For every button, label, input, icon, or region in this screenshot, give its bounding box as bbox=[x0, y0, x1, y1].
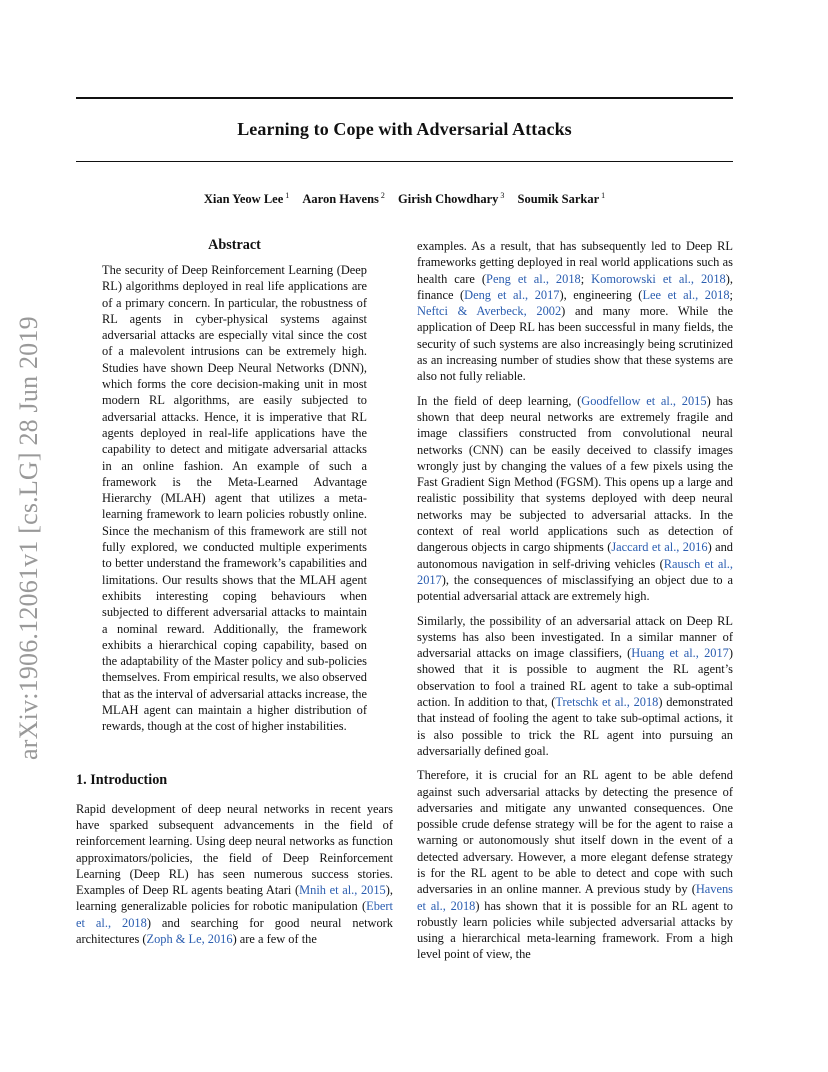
citation-link[interactable]: Goodfellow et al., 2015 bbox=[581, 393, 707, 408]
title-rule-top bbox=[76, 97, 733, 99]
citation-link[interactable]: Jaccard et al., 2016 bbox=[611, 540, 708, 555]
paragraph-text: Similarly, the possibility of an adversarial attack on Deep RL systems has also been investigated. In a similar manner of adversarial attacks on image classifiers, ( bbox=[417, 613, 733, 661]
author-name: Soumik Sarkar bbox=[517, 192, 600, 206]
abstract-heading: Abstract bbox=[208, 237, 261, 253]
author-name: Aaron Havens bbox=[302, 192, 379, 206]
intro-paragraph bbox=[417, 767, 733, 963]
paragraph-text: ), learning generalizable policies for robotic manipulation ( bbox=[76, 883, 393, 914]
paragraph-text: ) and many more. While the application of Deep RL has been successful in many fields, the security of such systems are also increasingly being scrutinized as an increasing number of studies show that these systems are also not fully reliable. bbox=[417, 304, 734, 384]
author-affiliation-mark: 3 bbox=[500, 191, 505, 200]
paragraph-text: Therefore, it is crucial for an RL agent to be able defend against such adversarial attacks by detecting the presence of adversaries and mitigate any unwanted consequences. One possible crude defense strategy will be for the agent to raise a warning or autonomously shut itself down in the event of a detected adversary. However, a more elegant defense strategy is for the RL agent to be able to detect and cope with such adversaries in an online manner. A previous study by ( bbox=[417, 768, 733, 897]
citation-link[interactable]: Huang et al., 2017 bbox=[631, 646, 729, 661]
paragraph-text: ) demonstrated that instead of fooling the agent to take sub-optimal actions, it is also possible to trick the RL agent into pursuing an adversarially defined goal. bbox=[417, 695, 733, 758]
citation-link[interactable]: Ebert et al., 2018 bbox=[76, 899, 393, 930]
citation-link[interactable]: Deng et al., 2017 bbox=[464, 287, 560, 302]
paragraph-text: ; bbox=[580, 271, 592, 286]
author-name: Girish Chowdhary bbox=[398, 192, 499, 206]
paragraph-text: examples. As a result, that has subsequently led to Deep RL frameworks getting deployed in real world applications such as health care ( bbox=[417, 239, 733, 286]
intro-paragraph bbox=[417, 238, 733, 385]
paragraph-text: ) and searching for good neural network architectures ( bbox=[76, 915, 393, 946]
author bbox=[398, 192, 504, 206]
citation-link[interactable]: Zoph & Le, 2016 bbox=[146, 931, 233, 946]
right-column bbox=[417, 238, 733, 971]
paragraph-text: ), the consequences of misclassifying an object due to a potential adversarial attack are extremely high. bbox=[417, 572, 733, 604]
arxiv-identifier: arXiv:1906.12061v1 [cs.LG] 28 Jun 2019 bbox=[14, 316, 43, 760]
citation-link[interactable]: Komorowski et al., 2018 bbox=[591, 271, 726, 286]
citation-link[interactable]: Peng et al., 2018 bbox=[486, 271, 581, 286]
author-affiliation-mark: 1 bbox=[285, 191, 290, 200]
paragraph-text: ) has shown that it is possible for an RL agent to robustly learn policies while subjected adversarial attacks by using a hierarchical meta-learning framework. From a high level point of view, the bbox=[417, 898, 733, 962]
paragraph-text: Rapid development of deep neural networks in recent years have sparked subsequent advancements in the field of reinforcement learning. Using deep neural networks as function approximators/policies, the field of Deep Reinforcement Learning (Deep RL) has seen numerous success stories. Examples of Deep RL agents beating Atari ( bbox=[76, 801, 393, 898]
paragraph-text: In the field of deep learning, ( bbox=[417, 393, 582, 408]
title-rule-bottom bbox=[76, 161, 733, 162]
introduction-heading: 1. Introduction bbox=[76, 771, 168, 788]
paragraph-text: ; bbox=[729, 287, 733, 302]
paragraph-text: ), engineering ( bbox=[559, 287, 643, 302]
author-affiliation-mark: 2 bbox=[380, 191, 385, 200]
paragraph-text: ), finance ( bbox=[417, 271, 733, 302]
intro-paragraph bbox=[417, 393, 733, 605]
intro-paragraph bbox=[417, 613, 733, 760]
author-affiliation-mark: 1 bbox=[601, 191, 606, 200]
author bbox=[302, 192, 385, 206]
citation-link[interactable]: Rausch et al., 2017 bbox=[417, 556, 733, 587]
paragraph-text: ) and autonomous navigation in self-driving vehicles ( bbox=[417, 540, 733, 571]
citation-link[interactable]: Neftci & Averbeck, 2002 bbox=[417, 304, 562, 319]
paragraph-text: ) has shown that deep neural networks are extremely fragile and image classifiers constructed from convolutional neural networks (CNN) can be easily deceived to classify images wrongly just by changing the values of a few pixels using the Fast Gradient Sign Method (FGSM). This opens up a large and realistic possibility that systems deployed with deep neural networks may be subjected to adversarial attacks. In the context of real world applications such as detection of dangerous objects in cargo shipments ( bbox=[417, 393, 733, 555]
author-list bbox=[76, 191, 733, 207]
left-column bbox=[76, 236, 393, 955]
paragraph-text: ) are a few of the bbox=[232, 931, 317, 946]
abstract-body: The security of Deep Reinforcement Learning (Deep RL) algorithms deployed in real life applications are of a primary concern. In particular, the robustness of RL agents in cyber-physical systems against adversarial attacks are especially vital since the cost of a malevolent intrusions can be extremely high. Studies have shown Deep Neural Networks (DNN), which forms the core decision-making unit in most modern RL algorithms, are easily subjected to adversarial attacks. Hence, it is imperative that RL agents deployed in real-life applications have the capability to detect and mitigate adversarial attacks in an online fashion. An example of such a framework is the Meta-Learned Advantage Hierarchy (MLAH) agent that utilizes a meta-learning framework to learn policies robustly online. Since the mechanism of this framework are still not fully explored, we conducted multiple experiments to better understand the framework’s capabilities and limitations. Our results shows that the MLAH agent exhibits interesting coping behaviours when subjected to different adversarial attacks to maintain a nominal reward. Additionally, the framework exhibits a hierarchical coping capability, based on the adaptability of the Master policy and sub-policies themselves. From empirical results, we also observed that as the interval of adversarial attacks increase, the MLAH agent can maintain a higher distribution of rewards, though at the cost of higher instabilities. bbox=[102, 263, 367, 734]
citation-link[interactable]: Mnih et al., 2015 bbox=[299, 883, 386, 898]
paper-title: Learning to Cope with Adversarial Attacks bbox=[237, 119, 572, 139]
paragraph-text: ) showed that it is possible to augment the RL agent’s observation to fool a trained RL agent to take a sub-optimal action. In addition to that, ( bbox=[417, 646, 733, 710]
citation-link[interactable]: Lee et al., 2018 bbox=[642, 287, 730, 302]
author-name: Xian Yeow Lee bbox=[203, 192, 284, 206]
citation-link[interactable]: Tretschk et al., 2018 bbox=[555, 695, 659, 710]
author bbox=[518, 192, 606, 206]
citation-link[interactable]: Havens et al., 2018 bbox=[417, 882, 733, 913]
author bbox=[204, 192, 289, 206]
intro-paragraph bbox=[76, 801, 393, 948]
